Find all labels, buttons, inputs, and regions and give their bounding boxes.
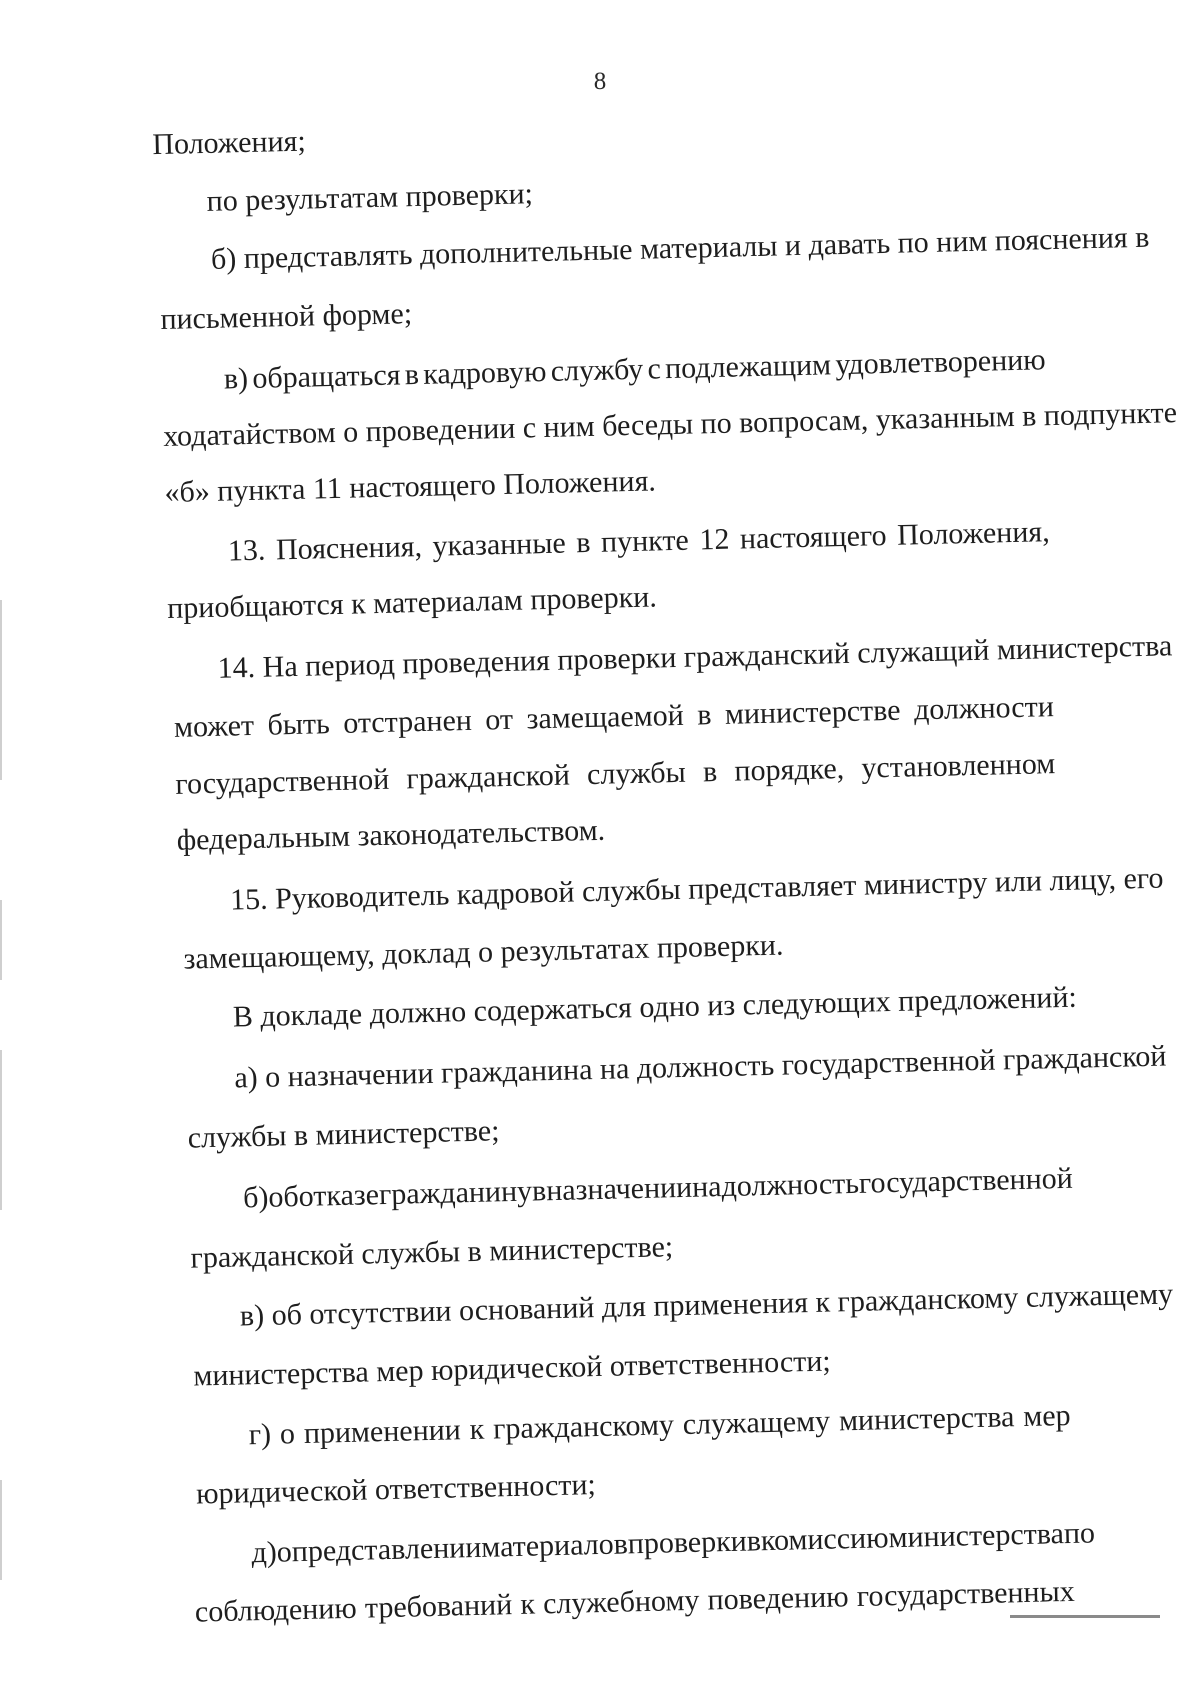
text-line-justified xyxy=(242,1161,1074,1215)
text-line: 15. Руководитель кадровой службы представляет министру или лицу, его xyxy=(229,861,1164,917)
word: поведению xyxy=(707,1580,849,1617)
word: гражданину xyxy=(378,1174,533,1212)
word: материалов xyxy=(480,1527,629,1564)
word: Положения, xyxy=(896,515,1051,552)
word: служащему xyxy=(682,1404,831,1442)
word: требований xyxy=(364,1588,513,1625)
word: порядке, xyxy=(734,752,845,788)
word: должности xyxy=(913,690,1055,727)
text-line: гражданской службы в министерстве; xyxy=(190,1230,674,1275)
word: от xyxy=(484,702,514,737)
word: государственной xyxy=(858,1161,1074,1200)
text-line-justified xyxy=(224,345,1046,394)
text-line: федеральным законодательством. xyxy=(176,813,606,857)
word: удовлетворению xyxy=(834,343,1047,382)
word: с xyxy=(647,352,662,386)
text-line-justified xyxy=(228,517,1050,566)
word: к xyxy=(519,1587,536,1621)
word: проверки xyxy=(627,1524,748,1561)
word: мер xyxy=(1022,1398,1071,1434)
word: применении xyxy=(303,1413,462,1450)
text-line: службы в министерстве; xyxy=(187,1114,500,1155)
text-line: Положения; xyxy=(151,124,307,162)
word: быть xyxy=(267,707,331,742)
word: замещаемой xyxy=(526,698,685,736)
word: государственной xyxy=(175,762,390,801)
scan-edge-mark xyxy=(0,1480,2,1580)
word: службу xyxy=(550,352,644,388)
scan-edge-mark xyxy=(0,600,2,780)
text-line: В докладе должно содержаться одно из следующих предложений: xyxy=(232,980,1078,1034)
word: соблюдению xyxy=(194,1591,358,1629)
text-line: письменной форме; xyxy=(160,297,413,337)
word: об xyxy=(268,1180,300,1214)
text-line-justified xyxy=(175,749,1055,800)
text-line: в) об отсутствии оснований для применения к гражданскому служащему xyxy=(239,1277,1174,1333)
word: министерства xyxy=(888,1517,1065,1555)
word: пункте xyxy=(600,523,690,559)
text-line: министерства мер юридической ответственности; xyxy=(192,1344,832,1393)
word: государственных xyxy=(856,1574,1076,1613)
word: службы xyxy=(586,755,687,792)
word: гражданской xyxy=(406,758,571,796)
word: в xyxy=(531,1174,547,1208)
scan-edge-mark xyxy=(0,1050,2,1210)
word: министерства xyxy=(838,1400,1015,1438)
word: отказе xyxy=(298,1178,380,1214)
word: в xyxy=(746,1524,762,1558)
text-line: «б» пункта 11 настоящего Положения. xyxy=(164,464,657,509)
word: может xyxy=(173,708,255,744)
word: д) xyxy=(251,1535,278,1570)
text-line: 14. На период проведения проверки гражданский служащий министерства xyxy=(217,629,1173,685)
word: б) xyxy=(242,1180,269,1215)
word: 13. xyxy=(227,533,266,568)
word: в xyxy=(404,357,420,392)
word: комиссию xyxy=(760,1521,889,1558)
text-line-justified xyxy=(174,692,1054,743)
word: в) xyxy=(223,361,249,396)
word: в xyxy=(696,698,712,732)
text-line-justified xyxy=(194,1574,1076,1629)
scan-artifact-line xyxy=(1010,1615,1160,1618)
document-body xyxy=(151,109,1178,1629)
page-number: 8 xyxy=(593,68,607,95)
word: подлежащим xyxy=(664,348,832,386)
word: представлении xyxy=(291,1530,482,1569)
text-line: по результатам проверки; xyxy=(206,177,534,218)
word: о xyxy=(276,1535,293,1569)
text-line: замещающему, доклад о результатах проверки. xyxy=(183,928,784,976)
word: в xyxy=(702,755,718,789)
word: указанные xyxy=(432,526,567,563)
text-line: приобщаются к материалам проверки. xyxy=(166,580,658,625)
word: служебному xyxy=(542,1583,700,1621)
word: отстранен xyxy=(342,703,473,740)
word: гражданскому xyxy=(492,1408,675,1446)
word: г) xyxy=(248,1417,272,1452)
word: о xyxy=(279,1417,296,1451)
word: по xyxy=(1063,1516,1096,1551)
word: должность xyxy=(721,1166,860,1204)
word: к xyxy=(469,1412,485,1447)
word: обращаться xyxy=(251,358,401,395)
word: Пояснения, xyxy=(275,529,423,567)
word: 12 xyxy=(698,522,730,557)
text-line: б) представлять дополнительные материалы и давать по ним пояснения в xyxy=(210,220,1150,276)
word: настоящего xyxy=(739,519,887,556)
word: кадровую xyxy=(422,354,547,391)
text-line-justified xyxy=(251,1516,1096,1570)
word: в xyxy=(575,525,591,560)
word: назначении xyxy=(545,1170,693,1208)
word: министерстве xyxy=(724,693,901,731)
word: на xyxy=(691,1170,722,1204)
text-line-justified xyxy=(248,1398,1071,1452)
text-line: юридической ответственности; xyxy=(195,1468,597,1511)
scan-edge-mark xyxy=(0,900,2,980)
text-line: а) о назначении гражданина на должность государственной гражданской xyxy=(233,1039,1167,1095)
text-line: ходатайством о проведении с ним беседы по вопросам, указанным в подпункте xyxy=(162,396,1178,454)
word: установленном xyxy=(861,747,1056,785)
